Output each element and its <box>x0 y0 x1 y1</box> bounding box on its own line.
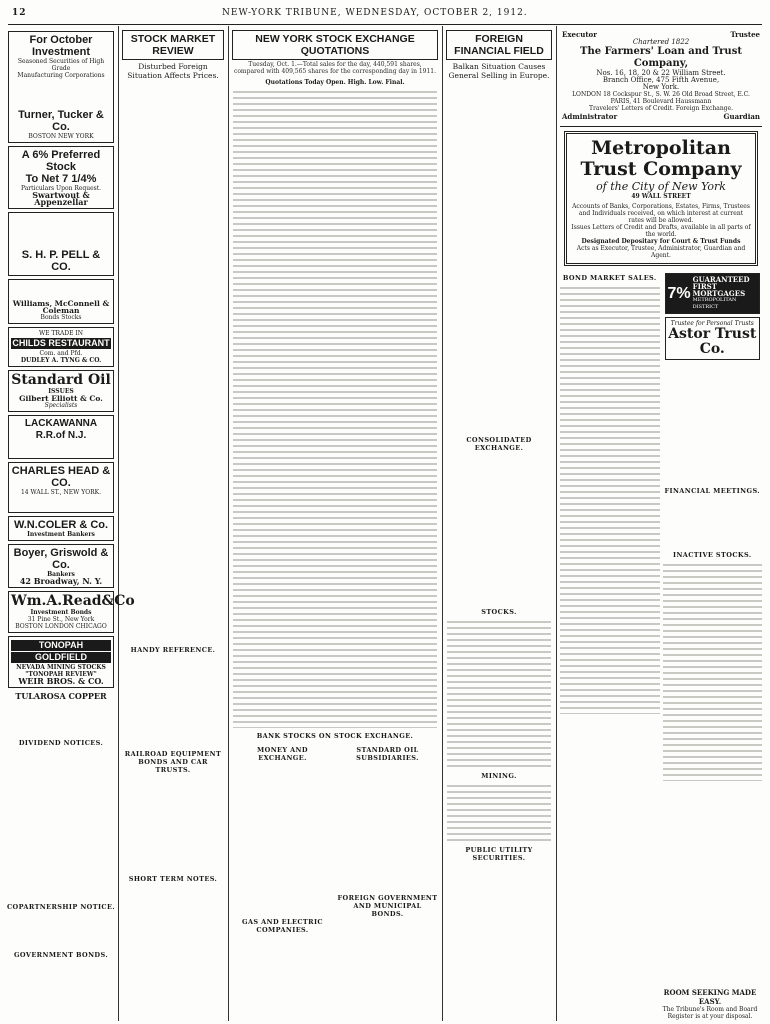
ad-cities: BOSTON LONDON CHICAGO <box>15 623 107 630</box>
column-ads-left <box>6 28 135 1020</box>
farmers-city: New York. <box>642 83 680 91</box>
metro-body-2: Issues Letters of Credit and Drafts, available in all parts of the world. <box>571 224 751 238</box>
ad-wm-read <box>8 591 135 633</box>
article-body <box>663 363 763 483</box>
ad-body-text <box>11 442 111 456</box>
ad-standard-oil <box>8 370 114 412</box>
masthead <box>12 8 758 22</box>
headline-quotations: NEW YORK STOCK EXCHANGE QUOTATIONS <box>232 30 438 60</box>
ad-address: 42 Broadway, N. Y. <box>19 576 103 586</box>
ad-title: GOLDFIELD <box>11 652 111 663</box>
section-handy-reference: HANDY REFERENCE. <box>130 646 216 654</box>
ad-line: Specialists <box>44 402 78 409</box>
divider <box>560 126 762 127</box>
metro-body-3: Designated Depositary for Court & Trust Funds <box>581 238 741 245</box>
ad-title: W.N.COLER & Co. <box>13 519 109 531</box>
ad-title: CHILDS RESTAURANT <box>12 338 110 348</box>
bond-table <box>120 776 226 871</box>
metro-body: Accounts of Banks, Corporations, Estates, Firms, Trustees and Individuals received, on which interest at current rates will be allowed. <box>572 203 750 224</box>
column-market-review <box>120 28 226 1020</box>
guaranteed-l1: GUARANTEED <box>692 275 750 284</box>
ad-body-text <box>11 496 111 510</box>
ad-lackawanna <box>8 415 114 459</box>
guaranteed-l2: FIRST <box>692 282 717 291</box>
ad-williams-mcconnell <box>8 279 114 324</box>
farmers-address: Nos. 16, 18, 20 & 22 William Street. <box>596 69 726 77</box>
dateline: Tuesday, Oct. 1.—Total sales for the day, 440,591 shares, compared with 409,565 shares for the corresponding day in 1911. <box>233 61 437 75</box>
ad-room-seeking <box>658 988 762 1020</box>
ad-title: Boyer, Griswold & Co. <box>13 547 109 571</box>
page-number: 12 <box>12 8 27 18</box>
ad-body-text <box>11 79 111 109</box>
farmers-london: LONDON 18 Cockspur St., S. W. 26 Old Broad Street, E.C. <box>572 91 750 98</box>
section-money-exchange: MONEY AND EXCHANGE. <box>257 745 308 762</box>
ad-firm: DUDLEY A. TYNG & CO. <box>20 357 102 364</box>
ad-sub: Bankers <box>47 571 75 578</box>
farmers-travel: Travelers' Letters of Credit. Foreign Exchange. <box>589 105 733 112</box>
farmers-guardian: Guardian <box>723 112 760 121</box>
article-body <box>120 82 226 642</box>
ad-coler <box>8 516 114 541</box>
ad-sub: ISSUES <box>48 388 74 395</box>
section-bank-stocks: BANK STOCKS ON STOCK EXCHANGE. <box>256 731 414 740</box>
ad-sub: 14 WALL ST., NEW YORK. <box>20 489 102 496</box>
ad-line: To Net 7 1/4% <box>25 173 97 185</box>
section-dividend-notices: DIVIDEND NOTICES. <box>18 739 104 747</box>
reference-table <box>120 656 226 746</box>
ad-astor-trust <box>665 317 761 360</box>
farmers-branch: Branch Office, 475 Fifth Avenue, <box>602 76 720 84</box>
section-public-utility: PUBLIC UTILITY SECURITIES. <box>465 846 533 862</box>
ad-sub: Investment Bonds <box>30 609 92 616</box>
bond-sales-table <box>560 284 660 714</box>
section-standard-oil-subsidiaries: STANDARD OIL SUBSIDIARIES. <box>356 745 419 762</box>
section-inactive-stocks: INACTIVE STOCKS. <box>673 551 752 559</box>
ad-firm: Gilbert Elliott & Co. <box>19 394 103 403</box>
section-short-term-notes: SHORT TERM NOTES. <box>128 875 218 883</box>
ad-sub: "TONOPAH REVIEW" <box>25 671 97 678</box>
ad-firm: WEIR BROS. & CO. <box>18 676 104 686</box>
ad-firm: Williams, McConnell & Coleman <box>12 299 110 315</box>
ad-childs-restaurant <box>8 327 114 367</box>
ad-tonopah <box>8 636 114 688</box>
ad-metropolitan-trust <box>564 131 758 266</box>
ad-title: TONOPAH <box>11 640 111 651</box>
metro-name-3: of the City of New York <box>596 180 726 193</box>
ad-line: NEVADA MINING STOCKS <box>16 664 106 671</box>
section-government-bonds: GOVERNMENT BONDS. <box>13 951 108 959</box>
ad-pell <box>8 212 114 276</box>
metro-body-4: Acts as Executor, Trustee, Administrator, Guardian and Agent. <box>576 245 746 259</box>
section-copartnership-notice: COPARTNERSHIP NOTICE. <box>6 903 115 911</box>
mining-table <box>447 782 551 842</box>
ad-october-investment <box>8 31 114 143</box>
article-body <box>444 82 554 432</box>
section-gas-electric: GAS AND ELECTRIC COMPANIES. <box>242 917 323 934</box>
ad-charles-head <box>8 462 114 513</box>
ad-title: LACKAWANNA R.R.of N.J. <box>24 418 98 441</box>
farmers-administrator: Administrator <box>562 112 618 121</box>
ad-address: 31 Pine St., New York <box>27 616 95 623</box>
ad-body-text <box>11 282 111 300</box>
ad-farmers-loan <box>558 28 764 123</box>
metro-name-2: Trust Company <box>580 158 742 180</box>
guaranteed-l3: MORTGAGES <box>692 289 746 298</box>
guaranteed-pct: 7% <box>667 285 691 302</box>
guaranteed-l4: METROPOLITAN DISTRICT <box>692 297 737 310</box>
article-body <box>337 764 438 890</box>
column-divider <box>118 26 119 1021</box>
ad-guaranteed-mortgages <box>665 273 761 314</box>
headline-foreign-financial-field: FOREIGN FINANCIAL FIELD <box>446 30 552 60</box>
ad-line: Manufacturing Corporations <box>17 72 105 79</box>
ad-tularosa-title: TULAROSA COPPER <box>15 691 107 701</box>
ad-title: A 6% Preferred Stock <box>21 149 101 173</box>
ad-title: CHARLES HEAD & CO. <box>11 465 111 489</box>
farmers-title: The Farmers' Loan and Trust Company, <box>580 46 742 69</box>
ad-preferred-stock <box>8 146 114 209</box>
metro-address: 49 WALL STREET <box>631 193 691 200</box>
ad-title: Wm.A.Read&Co <box>11 593 135 609</box>
section-mining: MINING. <box>481 772 517 780</box>
ad-sub: Particulars Upon Request. <box>20 185 102 192</box>
section-stocks: STOCKS. <box>481 608 517 616</box>
ad-firm: Turner, Tucker & Co. <box>18 109 104 133</box>
column-divider <box>556 26 557 1021</box>
ad-city: BOSTON NEW YORK <box>28 133 94 140</box>
farmers-paris: PARIS, 41 Boulevard Haussmann <box>610 98 712 105</box>
article-body <box>232 764 333 914</box>
room-sub: The Tribune's Room and Board Register is at your disposal. <box>662 1006 758 1020</box>
ad-firm: Swartwout & Appenzellar <box>32 190 90 207</box>
inactive-stocks-table <box>663 561 763 781</box>
ad-title: For October Investment <box>29 34 93 58</box>
room-title: ROOM SEEKING MADE EASY. <box>663 988 757 1006</box>
ad-body-text <box>6 701 116 735</box>
astor-pre: Trustee for Personal Trusts <box>670 320 754 327</box>
ad-title: Standard Oil <box>11 372 111 388</box>
astor-title: Astor Trust Co. <box>668 326 757 357</box>
section-bond-market-sales: BOND MARKET SALES. <box>562 274 657 282</box>
farmers-chartered: Chartered 1822 <box>632 38 690 46</box>
ad-body-text <box>11 215 111 249</box>
column-divider <box>228 26 229 1021</box>
subheadline: Disturbed Foreign Situation Affects Prices. <box>127 62 219 80</box>
farmers-trustee: Trustee <box>730 30 760 39</box>
section-railroad-equipment: RAILROAD EQUIPMENT BONDS AND CAR TRUSTS. <box>124 750 222 774</box>
ad-line: Bonds Stocks <box>40 314 82 321</box>
column-quotations <box>230 28 440 1020</box>
column-foreign-financial <box>444 28 554 1020</box>
table-header: Quotations Today Open. High. Low. Final. <box>265 78 405 86</box>
newspaper-title-line: NEW-YORK TRIBUNE, WEDNESDAY, OCTOBER 2, 1912. <box>222 8 528 18</box>
stocks-table <box>447 618 551 768</box>
column-trust-ads <box>558 28 764 1020</box>
ad-line: Seasoned Securities of High Grade <box>17 58 105 72</box>
ad-boyer-griswold <box>8 544 114 588</box>
headline-stock-market-review: STOCK MARKET REVIEW <box>122 30 224 60</box>
farmers-executor: Executor <box>562 30 597 39</box>
ad-pre: WE TRADE IN <box>38 330 84 337</box>
section-consolidated-exchange: CONSOLIDATED EXCHANGE. <box>466 436 532 452</box>
ad-sub: Investment Bankers <box>27 531 95 538</box>
metro-name-1: Metropolitan <box>591 137 731 159</box>
ad-sub: Com. and Pfd. <box>39 350 83 357</box>
subheadline: Balkan Situation Causes General Selling in Europe. <box>448 62 550 80</box>
column-divider <box>442 26 443 1021</box>
quotation-table <box>233 88 437 728</box>
masthead-rule <box>8 24 762 25</box>
article-body <box>663 497 763 547</box>
article-body <box>6 749 116 899</box>
article-body <box>6 913 116 947</box>
section-financial-meetings: FINANCIAL MEETINGS. <box>664 487 760 495</box>
section-foreign-government-bonds: FOREIGN GOVERNMENT AND MUNICIPAL BONDS. <box>337 893 438 918</box>
article-body <box>444 454 554 604</box>
ad-firm: S. H. P. PELL & CO. <box>21 249 101 273</box>
